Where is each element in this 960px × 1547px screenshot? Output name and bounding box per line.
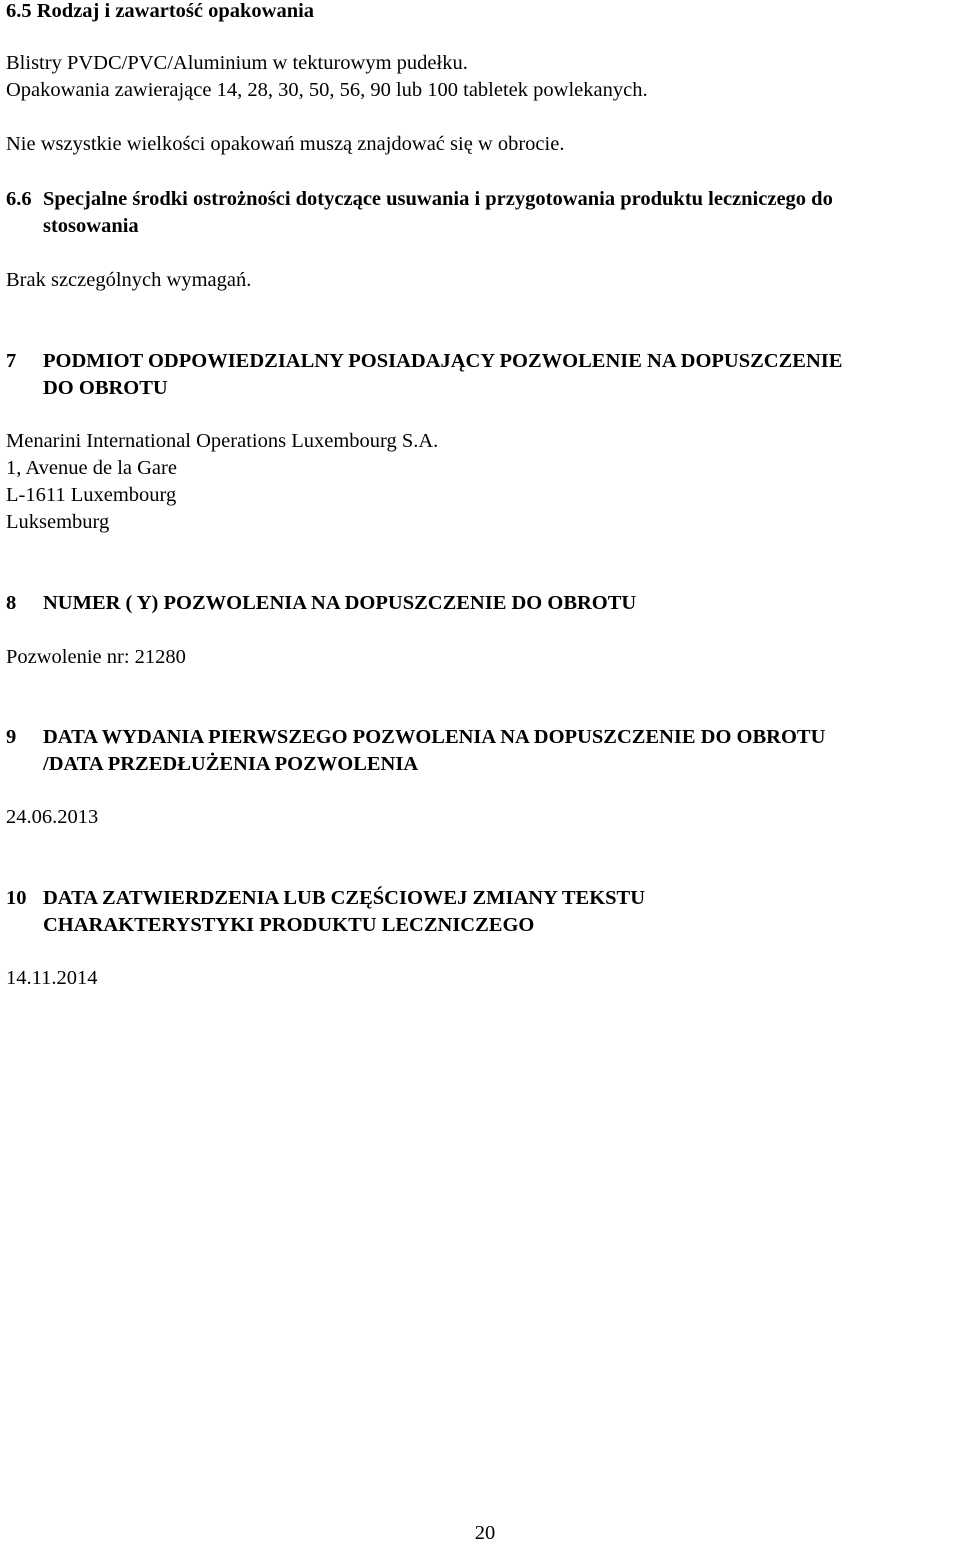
- section-9-title-line-2: /DATA PRZEDŁUŻENIA POZWOLENIA: [43, 753, 419, 775]
- section-10-number: 10: [6, 887, 27, 909]
- section-7-number: 7: [6, 350, 17, 372]
- section-7-title-line-2: DO OBROTU: [43, 377, 168, 399]
- packaging-line-1: Blistry PVDC/PVC/Aluminium w tekturowym pudełku.: [6, 52, 468, 74]
- packaging-line-3: Nie wszystkie wielkości opakowań muszą znajdować się w obrocie.: [6, 133, 565, 155]
- section-7-title: [43, 348, 842, 402]
- address-line-postal: L-1611 Luxembourg: [6, 484, 177, 506]
- section-10-title-line-1: DATA ZATWIERDZENIA LUB CZĘŚCIOWEJ ZMIANY TEKSTU: [43, 887, 646, 909]
- section-8-title: NUMER ( Y) POZWOLENIA NA DOPUSZCZENIE DO OBROTU: [43, 592, 637, 614]
- address-line-country: Luksemburg: [6, 511, 110, 533]
- address-line-company: Menarini International Operations Luxembourg S.A.: [6, 430, 439, 452]
- section-9-title-line-1: DATA WYDANIA PIERWSZEGO POZWOLENIA NA DOPUSZCZENIE DO OBROTU: [43, 726, 826, 748]
- section-9-title: [43, 724, 825, 778]
- section-6-6-body: Brak szczególnych wymagań.: [6, 269, 252, 291]
- section-7-title-line-1: PODMIOT ODPOWIEDZIALNY POSIADAJĄCY POZWOLENIE NA DOPUSZCZENIE: [43, 350, 843, 372]
- section-6-5-heading: 6.5 Rodzaj i zawartość opakowania: [6, 0, 315, 22]
- section-8-number: 8: [6, 592, 17, 614]
- section-10-title-line-2: CHARAKTERYSTYKI PRODUKTU LECZNICZEGO: [43, 914, 535, 936]
- section-10-body: 14.11.2014: [6, 967, 98, 989]
- section-10-title: [43, 885, 645, 939]
- section-6-6-title-line-2: stosowania: [43, 215, 139, 237]
- section-9-body: 24.06.2013: [6, 806, 99, 828]
- marketing-authorisation-holder-address: [6, 428, 438, 536]
- section-6-6-number: 6.6: [6, 188, 32, 210]
- address-line-street: 1, Avenue de la Gare: [6, 457, 177, 479]
- section-6-5-text: [6, 50, 648, 104]
- section-9-number: 9: [6, 726, 17, 748]
- section-8-body: Pozwolenie nr: 21280: [6, 646, 186, 668]
- page-number: 20: [474, 1522, 496, 1544]
- packaging-line-2: Opakowania zawierające 14, 28, 30, 50, 56, 90 lub 100 tabletek powlekanych.: [6, 79, 648, 101]
- section-6-6-title: [43, 186, 833, 240]
- section-6-6-title-line-1: Specjalne środki ostrożności dotyczące usuwania i przygotowania produktu leczniczego do: [43, 188, 833, 210]
